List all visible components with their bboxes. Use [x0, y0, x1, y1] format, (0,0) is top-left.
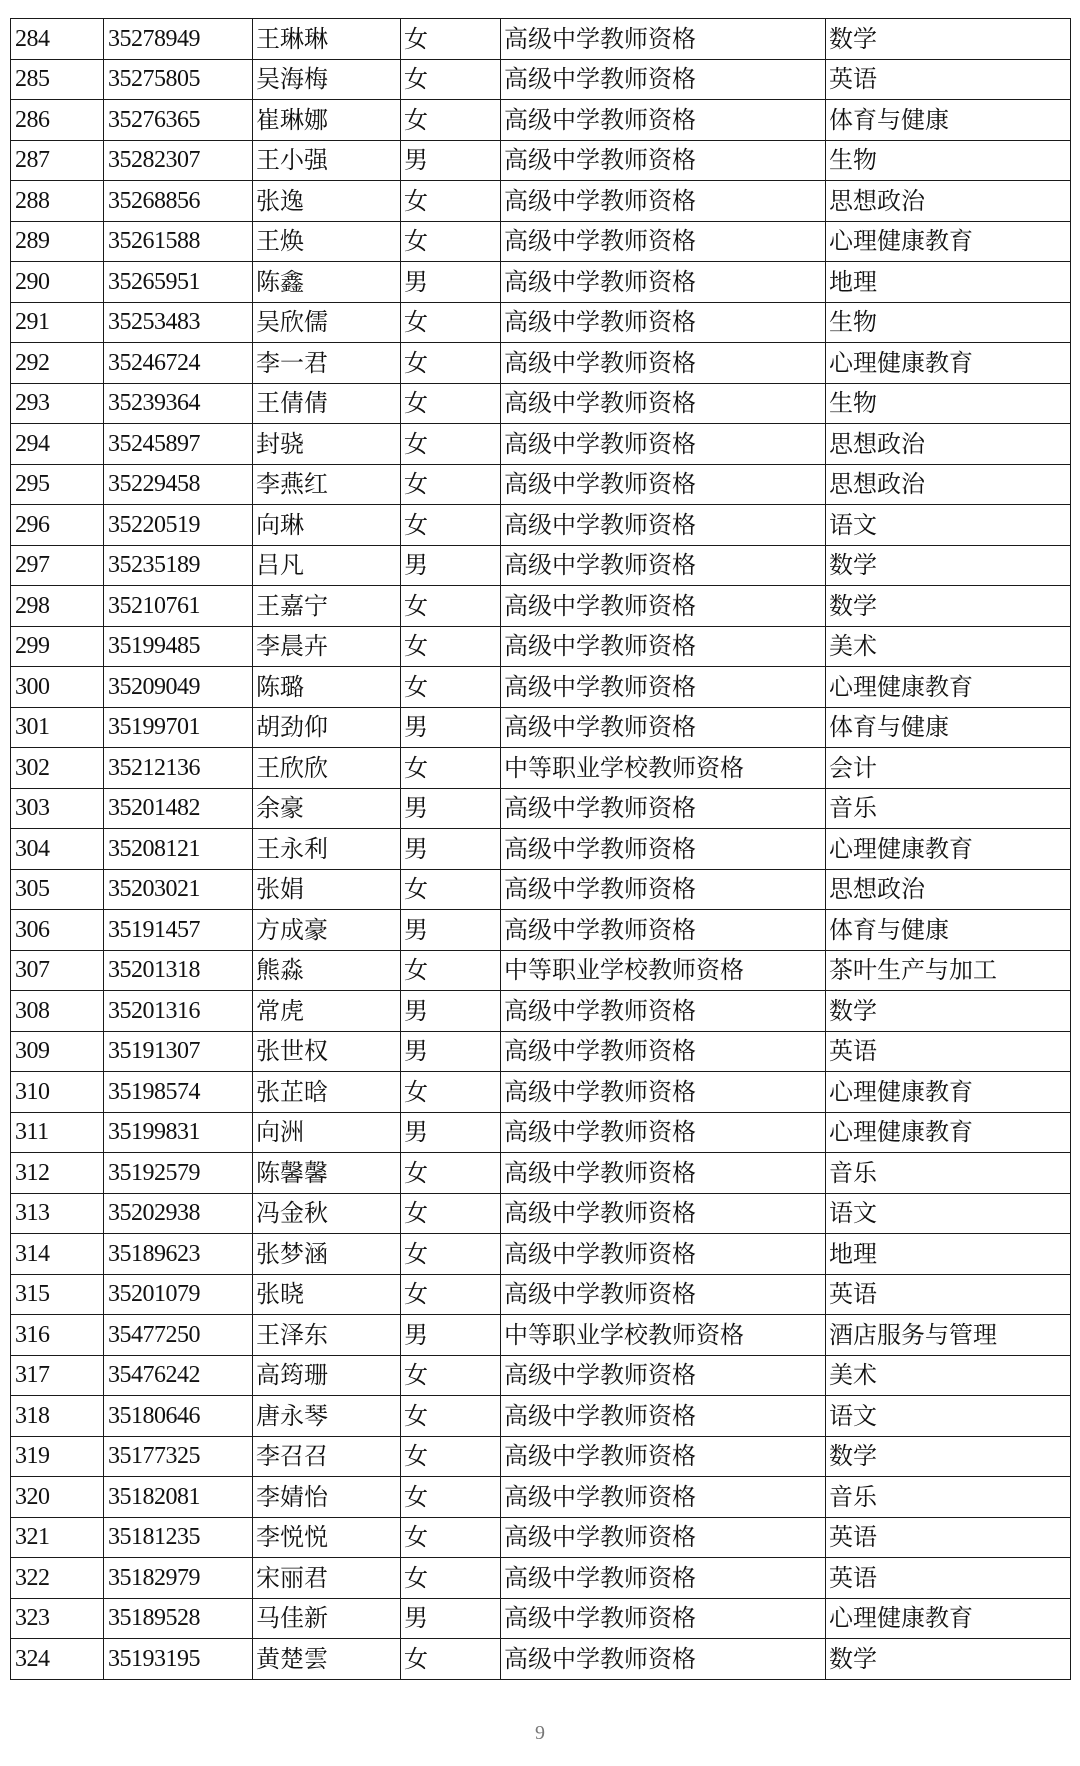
subject-cell: 数学	[826, 991, 1071, 1032]
qualification-cell: 高级中学教师资格	[501, 1355, 826, 1396]
applicant-id-cell: 35208121	[104, 829, 253, 870]
gender-cell: 女	[401, 1153, 501, 1194]
name-cell: 吴欣儒	[253, 302, 401, 343]
seq-number-cell: 312	[11, 1153, 104, 1194]
seq-number-cell: 306	[11, 910, 104, 951]
name-cell: 高筠珊	[253, 1355, 401, 1396]
qualification-cell: 高级中学教师资格	[501, 1436, 826, 1477]
applicant-id-cell: 35201318	[104, 950, 253, 991]
seq-number-cell: 293	[11, 383, 104, 424]
qualification-cell: 高级中学教师资格	[501, 221, 826, 262]
gender-cell: 女	[401, 1274, 501, 1315]
applicant-id-cell: 35202938	[104, 1193, 253, 1234]
applicant-id-cell: 35275805	[104, 59, 253, 100]
applicant-id-cell: 35192579	[104, 1153, 253, 1194]
applicant-id-cell: 35199485	[104, 626, 253, 667]
applicant-id-cell: 35201316	[104, 991, 253, 1032]
subject-cell: 美术	[826, 1355, 1071, 1396]
subject-cell: 地理	[826, 262, 1071, 303]
table-row	[11, 221, 1071, 262]
seq-number-cell: 294	[11, 424, 104, 465]
table-row	[11, 424, 1071, 465]
subject-cell: 语文	[826, 1396, 1071, 1437]
gender-cell: 男	[401, 1031, 501, 1072]
name-cell: 李婧怡	[253, 1477, 401, 1518]
qualification-cell: 高级中学教师资格	[501, 991, 826, 1032]
name-cell: 吕凡	[253, 545, 401, 586]
gender-cell: 男	[401, 1315, 501, 1356]
gender-cell: 女	[401, 505, 501, 546]
table-row	[11, 1072, 1071, 1113]
qualification-cell: 高级中学教师资格	[501, 424, 826, 465]
gender-cell: 女	[401, 869, 501, 910]
subject-cell: 思想政治	[826, 424, 1071, 465]
name-cell: 黄楚雲	[253, 1639, 401, 1680]
applicant-id-cell: 35261588	[104, 221, 253, 262]
subject-cell: 生物	[826, 302, 1071, 343]
subject-cell: 数学	[826, 1639, 1071, 1680]
qualification-cell: 高级中学教师资格	[501, 1558, 826, 1599]
gender-cell: 男	[401, 545, 501, 586]
seq-number-cell: 298	[11, 586, 104, 627]
table-row	[11, 181, 1071, 222]
gender-cell: 女	[401, 748, 501, 789]
table-row	[11, 1396, 1071, 1437]
seq-number-cell: 318	[11, 1396, 104, 1437]
subject-cell: 心理健康教育	[826, 1072, 1071, 1113]
qualification-cell: 高级中学教师资格	[501, 1477, 826, 1518]
seq-number-cell: 287	[11, 140, 104, 181]
subject-cell: 音乐	[826, 788, 1071, 829]
subject-cell: 美术	[826, 626, 1071, 667]
applicant-id-cell: 35246724	[104, 343, 253, 384]
table-row	[11, 1315, 1071, 1356]
qualification-cell: 高级中学教师资格	[501, 181, 826, 222]
applicant-id-cell: 35191457	[104, 910, 253, 951]
qualification-cell: 高级中学教师资格	[501, 1153, 826, 1194]
name-cell: 陈馨馨	[253, 1153, 401, 1194]
seq-number-cell: 290	[11, 262, 104, 303]
subject-cell: 思想政治	[826, 869, 1071, 910]
subject-cell: 酒店服务与管理	[826, 1315, 1071, 1356]
gender-cell: 女	[401, 59, 501, 100]
table-row	[11, 748, 1071, 789]
applicant-id-cell: 35182081	[104, 1477, 253, 1518]
table-row	[11, 991, 1071, 1032]
applicant-id-cell: 35203021	[104, 869, 253, 910]
applicant-id-cell: 35177325	[104, 1436, 253, 1477]
seq-number-cell: 291	[11, 302, 104, 343]
applicant-id-cell: 35282307	[104, 140, 253, 181]
seq-number-cell: 295	[11, 464, 104, 505]
table-row	[11, 586, 1071, 627]
seq-number-cell: 322	[11, 1558, 104, 1599]
applicant-id-cell: 35189528	[104, 1598, 253, 1639]
table-row	[11, 140, 1071, 181]
seq-number-cell: 300	[11, 667, 104, 708]
name-cell: 李悦悦	[253, 1517, 401, 1558]
seq-number-cell: 308	[11, 991, 104, 1032]
table-row	[11, 910, 1071, 951]
seq-number-cell: 299	[11, 626, 104, 667]
name-cell: 宋丽君	[253, 1558, 401, 1599]
name-cell: 冯金秋	[253, 1193, 401, 1234]
name-cell: 张晓	[253, 1274, 401, 1315]
gender-cell: 男	[401, 1112, 501, 1153]
seq-number-cell: 288	[11, 181, 104, 222]
applicant-id-cell: 35476242	[104, 1355, 253, 1396]
qualification-cell: 高级中学教师资格	[501, 140, 826, 181]
subject-cell: 音乐	[826, 1153, 1071, 1194]
gender-cell: 女	[401, 626, 501, 667]
subject-cell: 英语	[826, 59, 1071, 100]
applicant-id-cell: 35201482	[104, 788, 253, 829]
subject-cell: 数学	[826, 545, 1071, 586]
subject-cell: 心理健康教育	[826, 667, 1071, 708]
applicant-id-cell: 35201079	[104, 1274, 253, 1315]
applicant-id-cell: 35193195	[104, 1639, 253, 1680]
table-row	[11, 788, 1071, 829]
seq-number-cell: 321	[11, 1517, 104, 1558]
seq-number-cell: 307	[11, 950, 104, 991]
qualification-cell: 高级中学教师资格	[501, 1396, 826, 1437]
table-row	[11, 19, 1071, 60]
table-row	[11, 1153, 1071, 1194]
qualification-cell: 高级中学教师资格	[501, 1072, 826, 1113]
subject-cell: 心理健康教育	[826, 1112, 1071, 1153]
table-row	[11, 1031, 1071, 1072]
table-row	[11, 545, 1071, 586]
applicant-id-cell: 35199701	[104, 707, 253, 748]
name-cell: 张逸	[253, 181, 401, 222]
applicant-id-cell: 35191307	[104, 1031, 253, 1072]
qualification-cell: 高级中学教师资格	[501, 383, 826, 424]
roster-table-body	[11, 19, 1071, 1680]
subject-cell: 心理健康教育	[826, 829, 1071, 870]
applicant-id-cell: 35477250	[104, 1315, 253, 1356]
subject-cell: 茶叶生产与加工	[826, 950, 1071, 991]
table-row	[11, 626, 1071, 667]
subject-cell: 英语	[826, 1031, 1071, 1072]
qualification-cell: 高级中学教师资格	[501, 1112, 826, 1153]
qualification-cell: 高级中学教师资格	[501, 586, 826, 627]
seq-number-cell: 320	[11, 1477, 104, 1518]
qualification-cell: 高级中学教师资格	[501, 505, 826, 546]
name-cell: 向琳	[253, 505, 401, 546]
gender-cell: 女	[401, 950, 501, 991]
subject-cell: 地理	[826, 1234, 1071, 1275]
applicant-id-cell: 35181235	[104, 1517, 253, 1558]
applicant-id-cell: 35268856	[104, 181, 253, 222]
applicant-id-cell: 35265951	[104, 262, 253, 303]
gender-cell: 男	[401, 991, 501, 1032]
gender-cell: 男	[401, 910, 501, 951]
name-cell: 方成豪	[253, 910, 401, 951]
gender-cell: 女	[401, 1234, 501, 1275]
seq-number-cell: 285	[11, 59, 104, 100]
qualification-cell: 高级中学教师资格	[501, 788, 826, 829]
gender-cell: 女	[401, 667, 501, 708]
seq-number-cell: 310	[11, 1072, 104, 1113]
qualification-cell: 高级中学教师资格	[501, 464, 826, 505]
subject-cell: 语文	[826, 1193, 1071, 1234]
subject-cell: 数学	[826, 1436, 1071, 1477]
seq-number-cell: 309	[11, 1031, 104, 1072]
subject-cell: 生物	[826, 140, 1071, 181]
gender-cell: 女	[401, 1072, 501, 1113]
table-row	[11, 829, 1071, 870]
name-cell: 封骁	[253, 424, 401, 465]
name-cell: 张娟	[253, 869, 401, 910]
subject-cell: 数学	[826, 586, 1071, 627]
qualification-cell: 中等职业学校教师资格	[501, 950, 826, 991]
subject-cell: 英语	[826, 1558, 1071, 1599]
seq-number-cell: 311	[11, 1112, 104, 1153]
table-row	[11, 262, 1071, 303]
subject-cell: 体育与健康	[826, 707, 1071, 748]
subject-cell: 心理健康教育	[826, 1598, 1071, 1639]
subject-cell: 体育与健康	[826, 100, 1071, 141]
seq-number-cell: 286	[11, 100, 104, 141]
applicant-id-cell: 35180646	[104, 1396, 253, 1437]
seq-number-cell: 292	[11, 343, 104, 384]
qualification-cell: 高级中学教师资格	[501, 869, 826, 910]
name-cell: 马佳新	[253, 1598, 401, 1639]
qualification-cell: 高级中学教师资格	[501, 667, 826, 708]
applicant-id-cell: 35210761	[104, 586, 253, 627]
name-cell: 王焕	[253, 221, 401, 262]
subject-cell: 体育与健康	[826, 910, 1071, 951]
subject-cell: 数学	[826, 19, 1071, 60]
name-cell: 陈鑫	[253, 262, 401, 303]
qualification-cell: 高级中学教师资格	[501, 302, 826, 343]
name-cell: 张梦涵	[253, 1234, 401, 1275]
gender-cell: 男	[401, 829, 501, 870]
name-cell: 向洲	[253, 1112, 401, 1153]
seq-number-cell: 303	[11, 788, 104, 829]
table-row	[11, 1436, 1071, 1477]
gender-cell: 女	[401, 181, 501, 222]
table-row	[11, 1517, 1071, 1558]
qualification-cell: 高级中学教师资格	[501, 1517, 826, 1558]
subject-cell: 心理健康教育	[826, 343, 1071, 384]
applicant-id-cell: 35239364	[104, 383, 253, 424]
seq-number-cell: 304	[11, 829, 104, 870]
seq-number-cell: 284	[11, 19, 104, 60]
table-row	[11, 1112, 1071, 1153]
subject-cell: 语文	[826, 505, 1071, 546]
table-row	[11, 1639, 1071, 1680]
gender-cell: 女	[401, 1477, 501, 1518]
seq-number-cell: 297	[11, 545, 104, 586]
applicant-id-cell: 35253483	[104, 302, 253, 343]
applicant-id-cell: 35182979	[104, 1558, 253, 1599]
gender-cell: 女	[401, 586, 501, 627]
gender-cell: 男	[401, 788, 501, 829]
qualification-cell: 高级中学教师资格	[501, 829, 826, 870]
qualification-cell: 高级中学教师资格	[501, 707, 826, 748]
gender-cell: 女	[401, 1517, 501, 1558]
page-number: 9	[535, 1722, 545, 1744]
seq-number-cell: 324	[11, 1639, 104, 1680]
qualification-cell: 中等职业学校教师资格	[501, 1315, 826, 1356]
qualification-cell: 高级中学教师资格	[501, 1639, 826, 1680]
name-cell: 王欣欣	[253, 748, 401, 789]
table-row	[11, 1193, 1071, 1234]
name-cell: 唐永琴	[253, 1396, 401, 1437]
name-cell: 陈璐	[253, 667, 401, 708]
gender-cell: 男	[401, 140, 501, 181]
gender-cell: 女	[401, 1355, 501, 1396]
name-cell: 李晨卉	[253, 626, 401, 667]
qualification-cell: 高级中学教师资格	[501, 910, 826, 951]
name-cell: 张芷晗	[253, 1072, 401, 1113]
seq-number-cell: 313	[11, 1193, 104, 1234]
gender-cell: 女	[401, 100, 501, 141]
applicant-id-cell: 35212136	[104, 748, 253, 789]
seq-number-cell: 305	[11, 869, 104, 910]
qualification-cell: 高级中学教师资格	[501, 59, 826, 100]
table-row	[11, 302, 1071, 343]
seq-number-cell: 296	[11, 505, 104, 546]
name-cell: 王倩倩	[253, 383, 401, 424]
gender-cell: 女	[401, 302, 501, 343]
table-row	[11, 383, 1071, 424]
gender-cell: 女	[401, 343, 501, 384]
subject-cell: 会计	[826, 748, 1071, 789]
seq-number-cell: 302	[11, 748, 104, 789]
name-cell: 张世权	[253, 1031, 401, 1072]
gender-cell: 男	[401, 707, 501, 748]
qualification-cell: 高级中学教师资格	[501, 1274, 826, 1315]
table-row	[11, 1477, 1071, 1518]
seq-number-cell: 315	[11, 1274, 104, 1315]
gender-cell: 女	[401, 383, 501, 424]
name-cell: 胡劲仰	[253, 707, 401, 748]
table-row	[11, 1355, 1071, 1396]
subject-cell: 生物	[826, 383, 1071, 424]
seq-number-cell: 316	[11, 1315, 104, 1356]
name-cell: 李一君	[253, 343, 401, 384]
name-cell: 王小强	[253, 140, 401, 181]
seq-number-cell: 323	[11, 1598, 104, 1639]
seq-number-cell: 319	[11, 1436, 104, 1477]
qualification-cell: 高级中学教师资格	[501, 1031, 826, 1072]
table-row	[11, 950, 1071, 991]
qualification-cell: 高级中学教师资格	[501, 1234, 826, 1275]
gender-cell: 女	[401, 19, 501, 60]
applicant-id-cell: 35245897	[104, 424, 253, 465]
name-cell: 崔琳娜	[253, 100, 401, 141]
gender-cell: 女	[401, 1558, 501, 1599]
roster-table	[10, 18, 1071, 1680]
qualification-cell: 高级中学教师资格	[501, 1598, 826, 1639]
subject-cell: 心理健康教育	[826, 221, 1071, 262]
gender-cell: 女	[401, 221, 501, 262]
table-row	[11, 59, 1071, 100]
applicant-id-cell: 35235189	[104, 545, 253, 586]
applicant-id-cell: 35220519	[104, 505, 253, 546]
qualification-cell: 高级中学教师资格	[501, 262, 826, 303]
applicant-id-cell: 35229458	[104, 464, 253, 505]
name-cell: 王嘉宁	[253, 586, 401, 627]
qualification-cell: 高级中学教师资格	[501, 1193, 826, 1234]
subject-cell: 思想政治	[826, 464, 1071, 505]
name-cell: 李召召	[253, 1436, 401, 1477]
table-row	[11, 1274, 1071, 1315]
name-cell: 熊淼	[253, 950, 401, 991]
subject-cell: 音乐	[826, 1477, 1071, 1518]
name-cell: 常虎	[253, 991, 401, 1032]
name-cell: 李燕红	[253, 464, 401, 505]
name-cell: 吴海梅	[253, 59, 401, 100]
table-row	[11, 505, 1071, 546]
seq-number-cell: 314	[11, 1234, 104, 1275]
qualification-cell: 中等职业学校教师资格	[501, 748, 826, 789]
table-row	[11, 707, 1071, 748]
qualification-cell: 高级中学教师资格	[501, 545, 826, 586]
table-row	[11, 869, 1071, 910]
table-row	[11, 100, 1071, 141]
gender-cell: 女	[401, 1193, 501, 1234]
table-row	[11, 667, 1071, 708]
name-cell: 余豪	[253, 788, 401, 829]
table-row	[11, 1598, 1071, 1639]
qualification-cell: 高级中学教师资格	[501, 343, 826, 384]
seq-number-cell: 317	[11, 1355, 104, 1396]
gender-cell: 男	[401, 262, 501, 303]
table-row	[11, 1558, 1071, 1599]
qualification-cell: 高级中学教师资格	[501, 100, 826, 141]
table-row	[11, 1234, 1071, 1275]
gender-cell: 女	[401, 1436, 501, 1477]
table-row	[11, 343, 1071, 384]
name-cell: 王永利	[253, 829, 401, 870]
subject-cell: 思想政治	[826, 181, 1071, 222]
qualification-cell: 高级中学教师资格	[501, 19, 826, 60]
subject-cell: 英语	[826, 1517, 1071, 1558]
applicant-id-cell: 35198574	[104, 1072, 253, 1113]
seq-number-cell: 289	[11, 221, 104, 262]
gender-cell: 女	[401, 464, 501, 505]
seq-number-cell: 301	[11, 707, 104, 748]
applicant-id-cell: 35199831	[104, 1112, 253, 1153]
gender-cell: 女	[401, 1396, 501, 1437]
table-row	[11, 464, 1071, 505]
qualification-cell: 高级中学教师资格	[501, 626, 826, 667]
gender-cell: 女	[401, 1639, 501, 1680]
name-cell: 王琳琳	[253, 19, 401, 60]
gender-cell: 女	[401, 424, 501, 465]
name-cell: 王泽东	[253, 1315, 401, 1356]
subject-cell: 英语	[826, 1274, 1071, 1315]
applicant-id-cell: 35209049	[104, 667, 253, 708]
applicant-id-cell: 35278949	[104, 19, 253, 60]
gender-cell: 男	[401, 1598, 501, 1639]
applicant-id-cell: 35189623	[104, 1234, 253, 1275]
applicant-id-cell: 35276365	[104, 100, 253, 141]
